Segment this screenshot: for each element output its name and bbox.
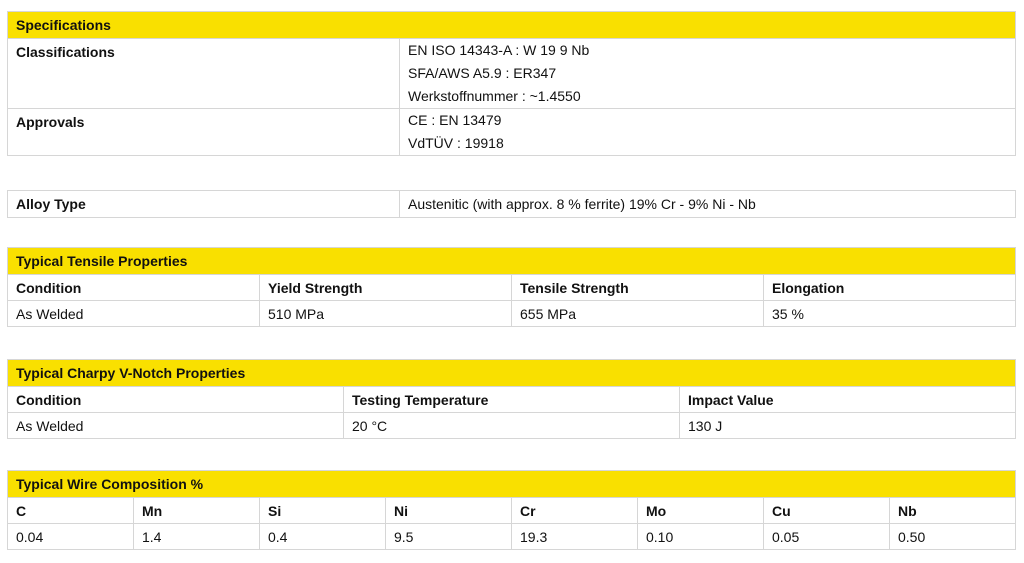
charpy-properties-table	[7, 359, 1016, 439]
column-header: Tensile Strength	[512, 275, 764, 301]
column-header: Mo	[638, 498, 764, 524]
classification-value: EN ISO 14343-A : W 19 9 Nb	[408, 42, 590, 58]
table-row	[8, 413, 1016, 439]
wire-composition-table	[7, 470, 1016, 550]
classification-value: Werkstoffnummer : ~1.4550	[408, 88, 581, 104]
table-cell: 19.3	[512, 524, 638, 550]
specifications-title: Specifications	[8, 12, 1016, 39]
table-row	[8, 301, 1016, 327]
column-header: Condition	[8, 275, 260, 301]
column-header: Testing Temperature	[344, 387, 680, 413]
table-cell: 0.10	[638, 524, 764, 550]
column-header: Nb	[890, 498, 1016, 524]
table-row	[8, 191, 1016, 218]
table-cell: 510 MPa	[260, 301, 512, 327]
alloy-type-label: Alloy Type	[8, 191, 400, 218]
composition-title: Typical Wire Composition %	[8, 471, 1016, 498]
approvals-values	[400, 109, 1016, 156]
table-header-row	[8, 498, 1016, 524]
table-cell: 655 MPa	[512, 301, 764, 327]
tensile-title: Typical Tensile Properties	[8, 248, 1016, 275]
column-header: C	[8, 498, 134, 524]
table-header-row	[8, 387, 1016, 413]
column-header: Ni	[386, 498, 512, 524]
column-header: Condition	[8, 387, 344, 413]
table-cell: 9.5	[386, 524, 512, 550]
column-header: Cr	[512, 498, 638, 524]
charpy-title: Typical Charpy V-Notch Properties	[8, 360, 1016, 387]
table-cell: 130 J	[680, 413, 1016, 439]
table-cell: 0.05	[764, 524, 890, 550]
table-row	[8, 39, 1016, 109]
approval-value: CE : EN 13479	[408, 112, 502, 128]
specifications-table	[7, 11, 1016, 156]
table-row	[8, 109, 1016, 156]
table-cell: 35 %	[764, 301, 1016, 327]
column-header: Elongation	[764, 275, 1016, 301]
alloy-type-value: Austenitic (with approx. 8 % ferrite) 19% Cr - 9% Ni - Nb	[400, 191, 1016, 218]
tensile-properties-table	[7, 247, 1016, 327]
alloy-type-table	[7, 190, 1016, 218]
table-cell: As Welded	[8, 413, 344, 439]
approval-value: VdTÜV : 19918	[408, 135, 504, 151]
table-cell: As Welded	[8, 301, 260, 327]
table-cell: 0.4	[260, 524, 386, 550]
column-header: Mn	[134, 498, 260, 524]
column-header: Impact Value	[680, 387, 1016, 413]
classifications-values	[400, 39, 1016, 109]
table-cell: 0.50	[890, 524, 1016, 550]
column-header: Yield Strength	[260, 275, 512, 301]
column-header: Cu	[764, 498, 890, 524]
table-header-row	[8, 275, 1016, 301]
classification-value: SFA/AWS A5.9 : ER347	[408, 65, 557, 81]
table-cell: 1.4	[134, 524, 260, 550]
table-row	[8, 524, 1016, 550]
classifications-label: Classifications	[8, 39, 400, 109]
table-cell: 20 °C	[344, 413, 680, 439]
column-header: Si	[260, 498, 386, 524]
approvals-label: Approvals	[8, 109, 400, 156]
table-cell: 0.04	[8, 524, 134, 550]
